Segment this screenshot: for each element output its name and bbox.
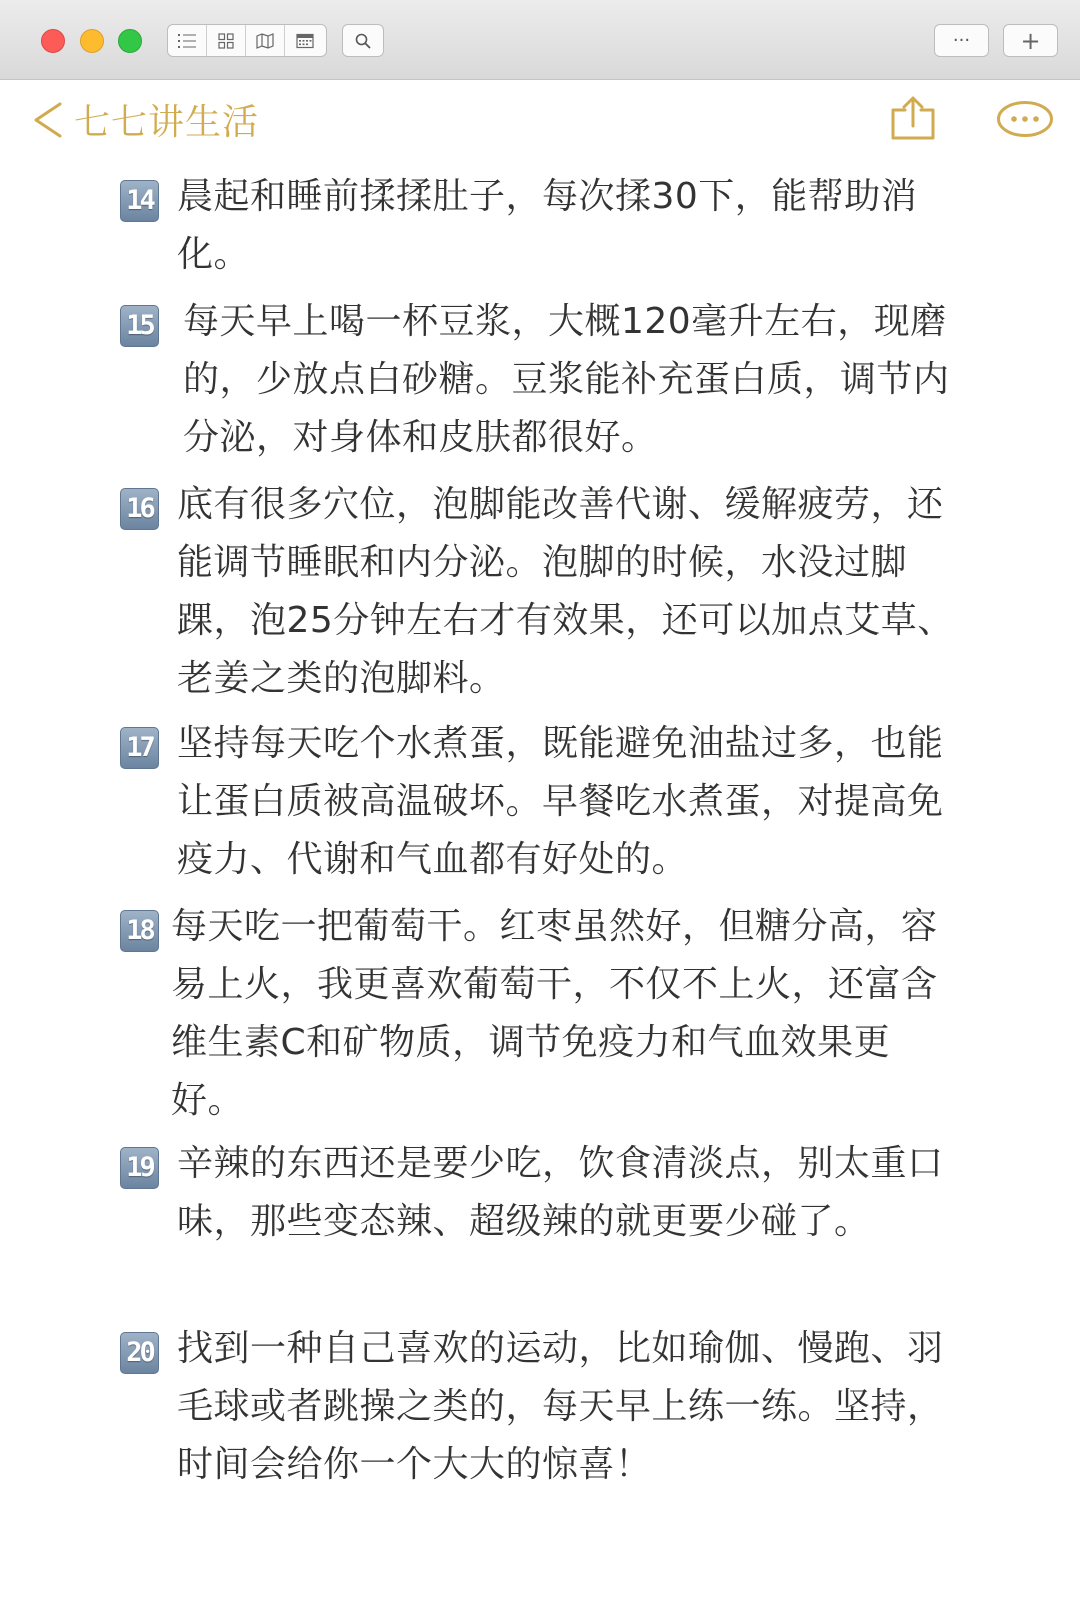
number-badge: 14 bbox=[120, 180, 159, 222]
item-text: 每天吃一把葡萄干。红枣虽然好，但糖分高，容易上火，我更喜欢葡萄干，不仅不上火，还富含维生素C和矿物质，调节免疫力和气血效果更好。 bbox=[171, 906, 938, 1121]
search-button[interactable] bbox=[342, 24, 384, 57]
list-view-button[interactable] bbox=[168, 25, 207, 56]
calendar-view-button[interactable] bbox=[285, 25, 324, 56]
back-button[interactable] bbox=[30, 94, 259, 145]
nav-bar bbox=[0, 80, 1080, 160]
close-window-button[interactable] bbox=[41, 29, 65, 53]
grid-icon bbox=[218, 33, 234, 49]
more-icon[interactable] bbox=[996, 100, 1054, 138]
gallery-view-button[interactable] bbox=[207, 25, 246, 56]
map-view-button[interactable] bbox=[246, 25, 285, 56]
item-text: 晨起和睡前揉揉肚子，每次揉30下，能帮助消化。 bbox=[177, 176, 918, 275]
item-text: 辛辣的东西还是要少吃，饮食清淡点，别太重口味，那些变态辣、超级辣的就更要少碰了。 bbox=[177, 1143, 944, 1242]
calendar-icon bbox=[296, 33, 314, 49]
new-note-button[interactable] bbox=[1003, 24, 1058, 57]
minimize-window-button[interactable] bbox=[80, 29, 104, 53]
zoom-window-button[interactable] bbox=[118, 29, 142, 53]
number-badge: 19 bbox=[120, 1147, 159, 1189]
back-title: 七七讲生活 bbox=[74, 102, 260, 143]
ellipsis-icon: ··· bbox=[952, 30, 971, 51]
plus-icon: + bbox=[1020, 26, 1041, 55]
number-badge: 15 bbox=[120, 305, 159, 347]
item-text: 底有很多穴位，泡脚能改善代谢、缓解疲劳，还能调节睡眠和内分泌。泡脚的时候，水没过脚踝，泡25分钟左右才有效果，还可以加点艾草、老姜之类的泡脚料。 bbox=[177, 484, 954, 699]
share-icon[interactable] bbox=[888, 96, 938, 140]
item-text: 坚持每天吃个水煮蛋，既能避免油盐过多，也能让蛋白质被高温破坏。早餐吃水煮蛋，对提高免疫力、代谢和气血都有好处的。 bbox=[177, 723, 944, 880]
number-badge: 16 bbox=[120, 488, 159, 530]
number-badge: 20 bbox=[120, 1332, 159, 1374]
title-bar bbox=[0, 0, 1080, 80]
chevron-left-icon bbox=[30, 100, 64, 140]
view-segmented-control bbox=[167, 24, 327, 57]
more-options-button[interactable] bbox=[934, 24, 989, 57]
number-badge: 18 bbox=[120, 910, 159, 952]
item-text: 找到一种自己喜欢的运动，比如瑜伽、慢跑、羽毛球或者跳操之类的，每天早上练一练。坚持，时间会给你一个大大的惊喜！ bbox=[177, 1328, 944, 1485]
item-text: 每天早上喝一杯豆浆，大概120毫升左右，现磨的，少放点白砂糖。豆浆能补充蛋白质，调节内分泌，对身体和皮肤都很好。 bbox=[183, 301, 950, 458]
number-badge: 17 bbox=[120, 727, 159, 769]
search-icon bbox=[355, 33, 371, 49]
map-icon bbox=[256, 33, 274, 49]
list-icon bbox=[178, 33, 196, 49]
